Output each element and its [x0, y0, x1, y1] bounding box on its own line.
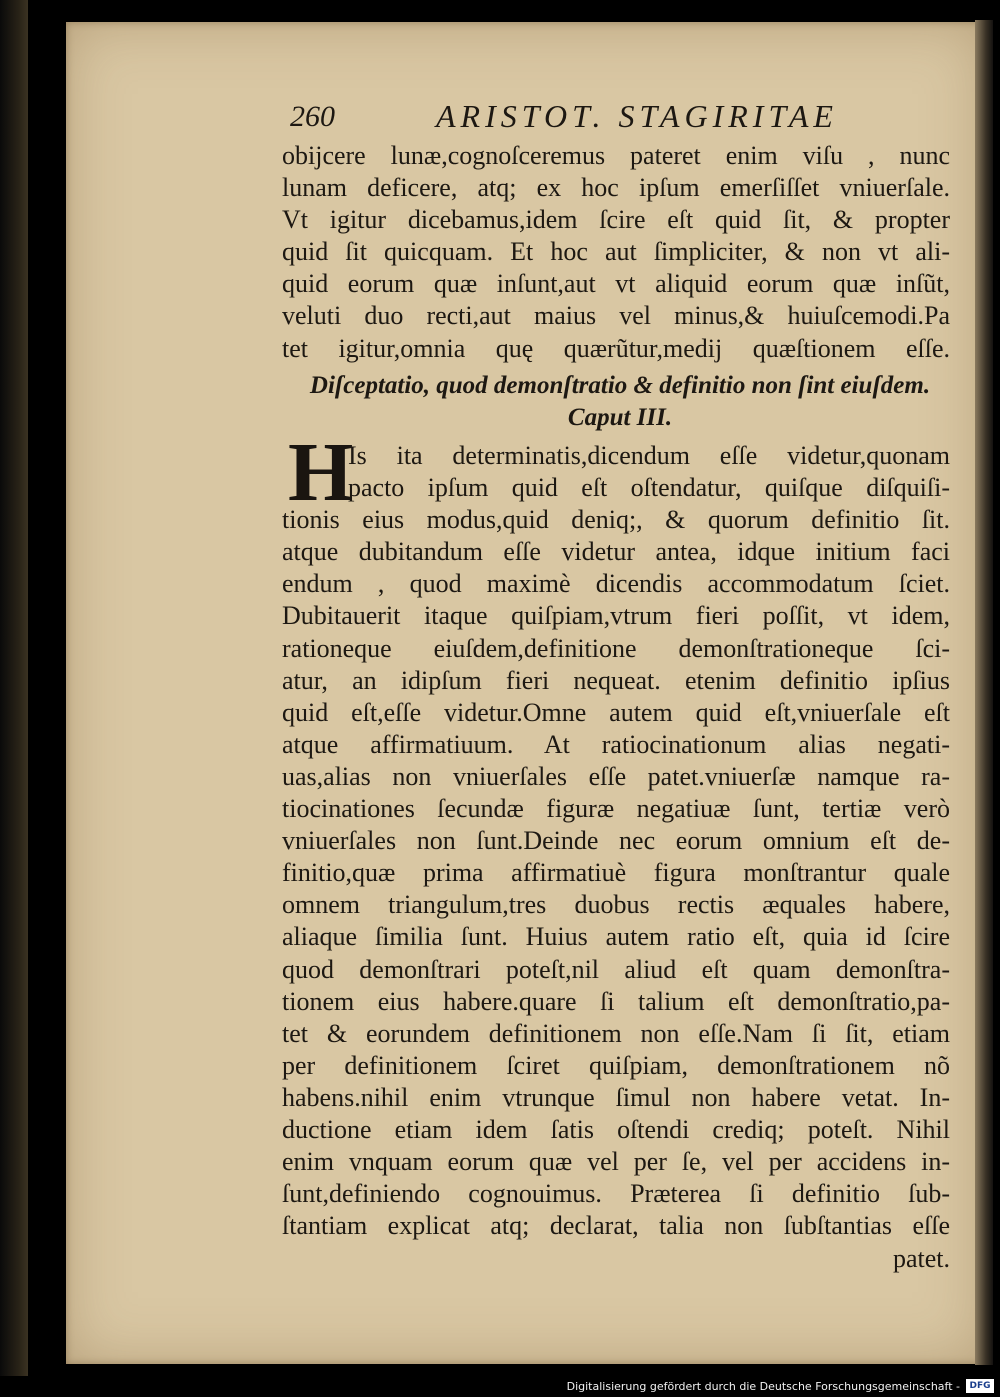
- text-line: atque affirmatiuum. At ratiocinationum alias negati-: [282, 729, 950, 759]
- text-line: rationeque eiuſdem,definitione demonſtrationeque ſci-: [282, 633, 950, 663]
- text-line: aliaque ſimilia ſunt. Huius autem ratio eſt, quia id ſcire: [282, 922, 950, 952]
- page-edge: [975, 20, 993, 1365]
- text-line: lunam deficere, atq; ex hoc ipſum emerſiſſet vniuerſale.: [282, 173, 950, 203]
- page-number: 260: [290, 100, 335, 133]
- section-heading: [290, 370, 950, 434]
- chapter-number: Caput III.: [567, 404, 673, 431]
- text-line: habens.nihil enim vtrunque ſimul non habere vetat. In-: [282, 1082, 950, 1112]
- text-line: quid ſit quicquam. Et hoc aut ſimpliciter, & non vt ali-: [282, 237, 950, 267]
- text-line: pacto ipſum quid eſt oſtendatur, quiſque diſquiſi-: [348, 473, 950, 503]
- dfg-logo: DFG: [966, 1379, 994, 1393]
- paragraph-2: [282, 426, 950, 1242]
- text-line: ſtantiam explicat atq; declarat, talia non ſubſtantias eſſe: [282, 1211, 950, 1241]
- drop-cap: H: [288, 426, 354, 519]
- scan-left-margin: [0, 0, 28, 1397]
- text-line: Dubitauerit itaque quiſpiam,vtrum fieri poſſit, vt idem,: [282, 601, 950, 631]
- text-line: tet & eorundem definitionem non eſſe.Nam ſi ſit, etiam: [282, 1018, 950, 1048]
- text-line: quod demonſtrari poteſt,nil aliud eſt quam demonſtra-: [282, 954, 950, 984]
- digitization-credit: Digitalisierung gefördert durch die Deutsche Forschungsgemeinschaft -: [566, 1380, 960, 1393]
- catchword: patet.: [892, 1244, 950, 1273]
- text-line: atur, an idipſum fieri nequeat. etenim definitio ipſius: [282, 665, 950, 695]
- running-head: ARISTOT. STAGIRITAE: [436, 98, 838, 134]
- text-line: ductione etiam idem ſatis oſtendi crediq; poteſt. Nihil: [282, 1114, 950, 1144]
- text-line: Is ita determinatis,dicendum eſſe videtur,quonam: [348, 441, 950, 470]
- text-line: endum , quod maximè dicendis accommodatum ſciet.: [282, 569, 950, 599]
- text-line: enim vnquam eorum quæ vel per ſe, vel per accidens in-: [282, 1147, 950, 1177]
- text-line: vniuerſales non ſunt.Deinde nec eorum omnium eſt de-: [282, 826, 950, 856]
- paragraph-1: [282, 140, 950, 365]
- text-line: finitio,quæ prima affirmatiuè figura monſtrantur quale: [282, 858, 950, 888]
- text-line: tiocinationes ſecundæ figuræ negatiuæ ſunt, tertiæ verò: [282, 794, 950, 824]
- text-line: omnem triangulum,tres duobus rectis æquales habere,: [282, 890, 950, 920]
- text-line: tionem eius habere.quare ſi talium eſt demonſtratio,pa-: [282, 986, 950, 1016]
- text-line: uas,alias non vniuerſales eſſe patet.vniuerſæ namque ra-: [282, 761, 950, 791]
- text-line: per definitionem ſciret quiſpiam, demonſtrationem nõ: [282, 1050, 950, 1080]
- text-line: quid eorum quæ inſunt,aut vt aliquid eorum quæ inſũt,: [282, 269, 950, 299]
- text-line: veluti duo recti,aut maius vel minus,& huiuſcemodi.Pa: [282, 301, 950, 331]
- text-line: quid eſt,eſſe videtur.Omne autem quid eſt,vniuerſale eſt: [282, 697, 950, 727]
- text-line: tionis eius modus,quid deniq;, & quorum definitio ſit.: [282, 505, 950, 535]
- text-line: obijcere lunæ,cognoſceremus pateret enim viſu , nunc: [282, 141, 950, 170]
- text-line: tet igitur,omnia quę quærũtur,medij quæſtionem eſſe.: [282, 333, 950, 363]
- section-title: Diſceptatio, quod demonſtratio & definitio non ſint eiuſdem.: [309, 372, 931, 399]
- text-line: atque dubitandum eſſe videtur antea, idque initium faci: [282, 537, 950, 567]
- text-line: Vt igitur dicebamus,idem ſcire eſt quid ſit, & propter: [282, 205, 950, 235]
- catchword-block: [282, 1243, 950, 1275]
- text-line: ſunt,definiendo cognouimus. Præterea ſi definitio ſub-: [282, 1179, 950, 1209]
